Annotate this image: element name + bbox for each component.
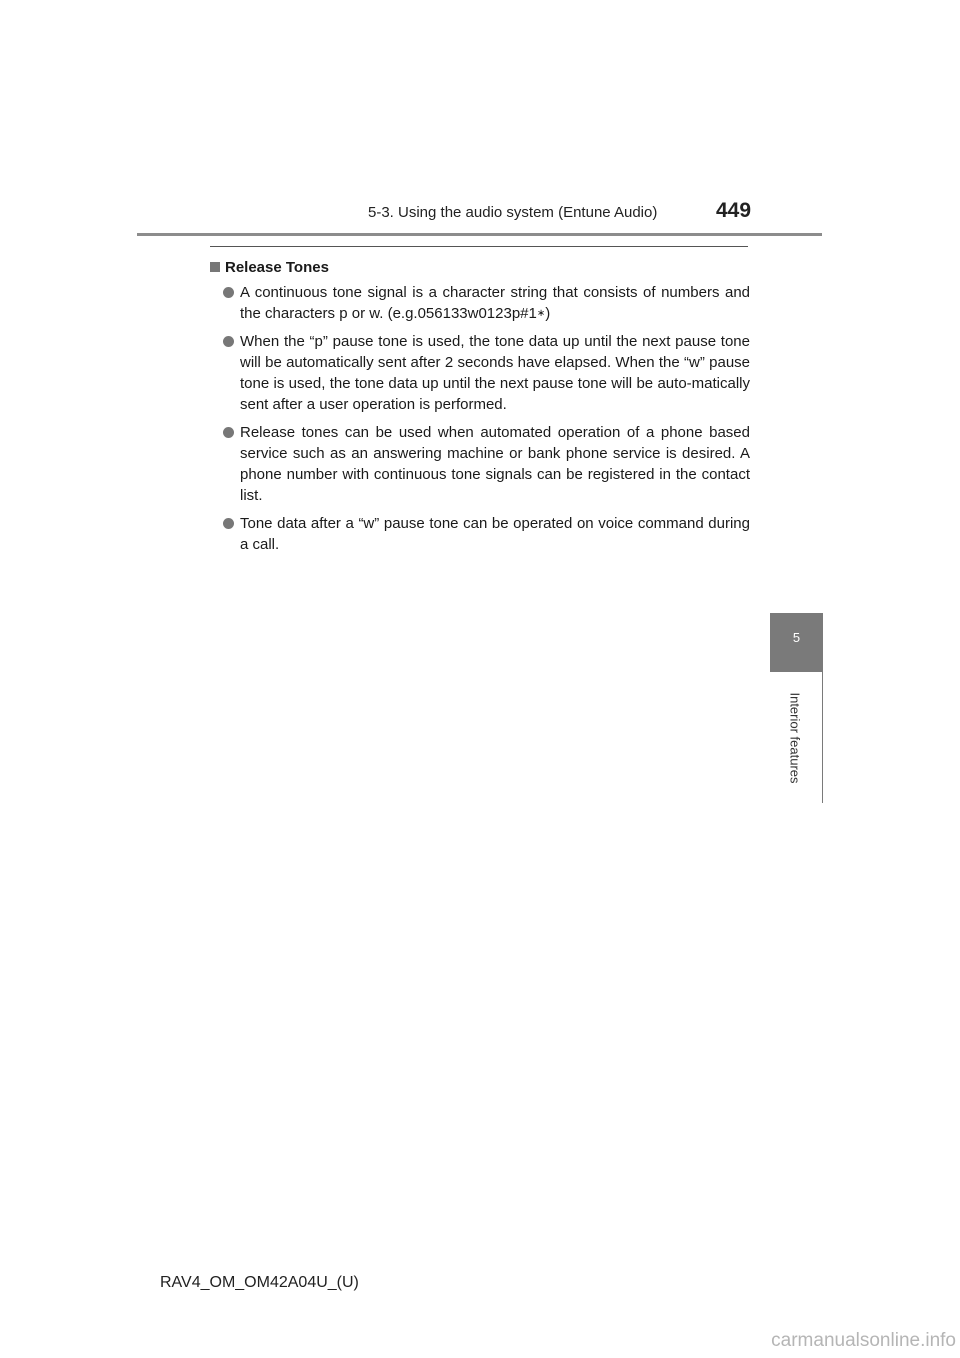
list-item-text: When the “p” pause tone is used, the tone data up until the next pause tone will be automatically sent after 2 seconds have elapsed. When the “w” pause tone is used, the tone data up until the next pause tone will be auto-matically sent after a user operation is performed. <box>240 333 750 413</box>
header-title: 5-3. Using the audio system (Entune Audio) <box>368 204 658 221</box>
section-heading <box>210 256 750 280</box>
header-rule <box>137 233 822 236</box>
content-area <box>210 256 750 562</box>
chapter-number: 5 <box>792 630 801 645</box>
asterisk-symbol: ∗ <box>536 308 546 319</box>
section-heading-text: Release Tones <box>225 259 329 276</box>
section-divider <box>210 246 748 247</box>
list-item <box>210 331 750 415</box>
closing-paren: ) <box>545 305 551 322</box>
chapter-tab[interactable] <box>770 613 823 672</box>
list-item-text: Release tones can be used when automated operation of a phone based service such as an answering machine or bank phone service is desired. A phone number with continuous tone signals can be registered in the contact list. <box>240 424 750 504</box>
list-item-text: A continuous tone signal is a character string that consists of numbers and the characters p or w. (e.g.056133w0123p#1 <box>240 284 750 322</box>
page-number: 449 <box>716 199 752 222</box>
circle-bullet-icon <box>223 287 234 298</box>
circle-bullet-icon <box>223 427 234 438</box>
chapter-side-bar <box>822 613 823 803</box>
list-item <box>210 422 750 506</box>
square-bullet-icon <box>210 262 220 272</box>
list-item <box>210 282 750 324</box>
chapter-label: Interior features <box>787 692 803 784</box>
circle-bullet-icon <box>223 336 234 347</box>
watermark: carmanualsonline.info <box>771 1330 956 1351</box>
document-code: RAV4_OM_OM42A04U_(U) <box>160 1274 359 1291</box>
list-item <box>210 513 750 555</box>
circle-bullet-icon <box>223 518 234 529</box>
list-item-text: Tone data after a “w” pause tone can be operated on voice command during a call. <box>240 515 750 553</box>
